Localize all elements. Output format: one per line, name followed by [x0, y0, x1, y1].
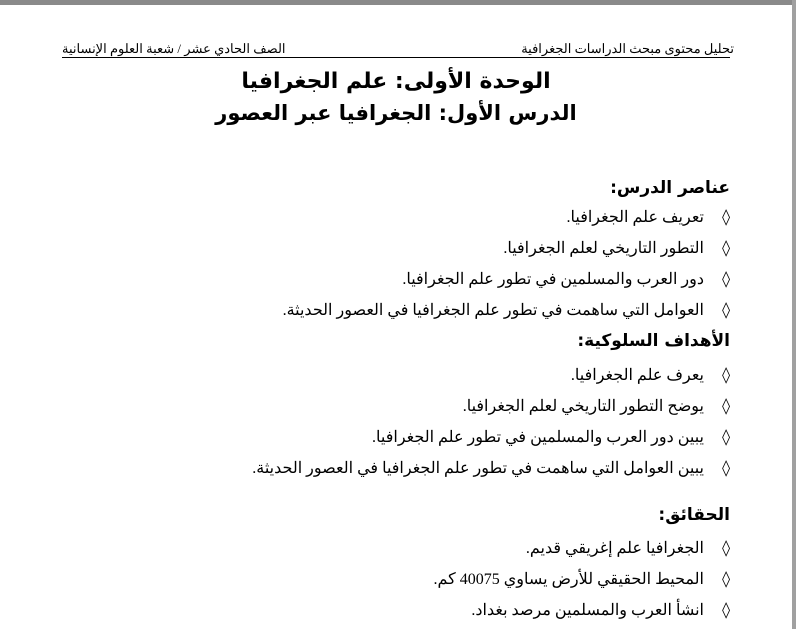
lesson-title: الدرس الأول: الجغرافيا عبر العصور — [215, 101, 577, 125]
list-item-text: الجغرافيا علم إغريقي قديم. — [525, 540, 704, 557]
list-item — [283, 300, 730, 320]
list-item — [252, 458, 730, 478]
list-item-text: يعرف علم الجغرافيا. — [570, 367, 704, 384]
diamond-bullet-icon: ◊ — [722, 269, 730, 288]
header-underline — [62, 57, 730, 58]
list-item — [372, 427, 730, 447]
list-item — [571, 365, 730, 385]
diamond-bullet-icon: ◊ — [722, 569, 730, 588]
list-item — [526, 538, 730, 558]
list-item — [503, 238, 730, 258]
diamond-bullet-icon: ◊ — [722, 238, 730, 257]
list-item-text: يبين دور العرب والمسلمين في تطور علم الجغرافيا. — [372, 429, 704, 446]
document-page — [0, 5, 792, 629]
diamond-bullet-icon: ◊ — [722, 365, 730, 384]
list-item-text: التطور التاريخي لعلم الجغرافيا. — [503, 240, 704, 257]
list-item-text: يوضح التطور التاريخي لعلم الجغرافيا. — [462, 398, 704, 415]
unit-title: الوحدة الأولى: علم الجغرافيا — [241, 69, 551, 94]
list-item — [567, 207, 731, 227]
diamond-bullet-icon: ◊ — [722, 538, 730, 557]
diamond-bullet-icon: ◊ — [722, 396, 730, 415]
list-item-text: المحيط الحقيقي للأرض يساوي 40075 كم. — [433, 571, 704, 588]
list-item-text: يبين العوامل التي ساهمت في تطور علم الجغرافيا في العصور الحديثة. — [252, 460, 704, 477]
section-title-facts: الحقائق: — [658, 505, 730, 525]
header-grade: الصف الحادي عشر / شعبة العلوم الإنسانية — [62, 41, 286, 56]
section-title-behavioral-objectives: الأهداف السلوكية: — [577, 331, 730, 351]
list-item-text: دور العرب والمسلمين في تطور علم الجغرافيا. — [402, 271, 704, 288]
list-item — [402, 269, 730, 289]
window-scrollbar-edge — [792, 0, 796, 629]
list-item — [433, 569, 730, 589]
list-item-text: تعريف علم الجغرافيا. — [566, 209, 704, 226]
diamond-bullet-icon: ◊ — [722, 300, 730, 319]
diamond-bullet-icon: ◊ — [722, 600, 730, 619]
diamond-bullet-icon: ◊ — [722, 427, 730, 446]
list-item-text: انشأ العرب والمسلمين مرصد بغداد. — [471, 602, 704, 619]
list-item — [463, 396, 730, 416]
list-item-text: العوامل التي ساهمت في تطور علم الجغرافيا في العصور الحديثة. — [282, 302, 704, 319]
header-subject: تحليل محتوى مبحث الدراسات الجغرافية — [521, 41, 734, 56]
diamond-bullet-icon: ◊ — [722, 458, 730, 477]
list-item — [471, 600, 730, 620]
section-title-lesson-elements: عناصر الدرس: — [610, 178, 730, 198]
diamond-bullet-icon: ◊ — [722, 207, 730, 226]
